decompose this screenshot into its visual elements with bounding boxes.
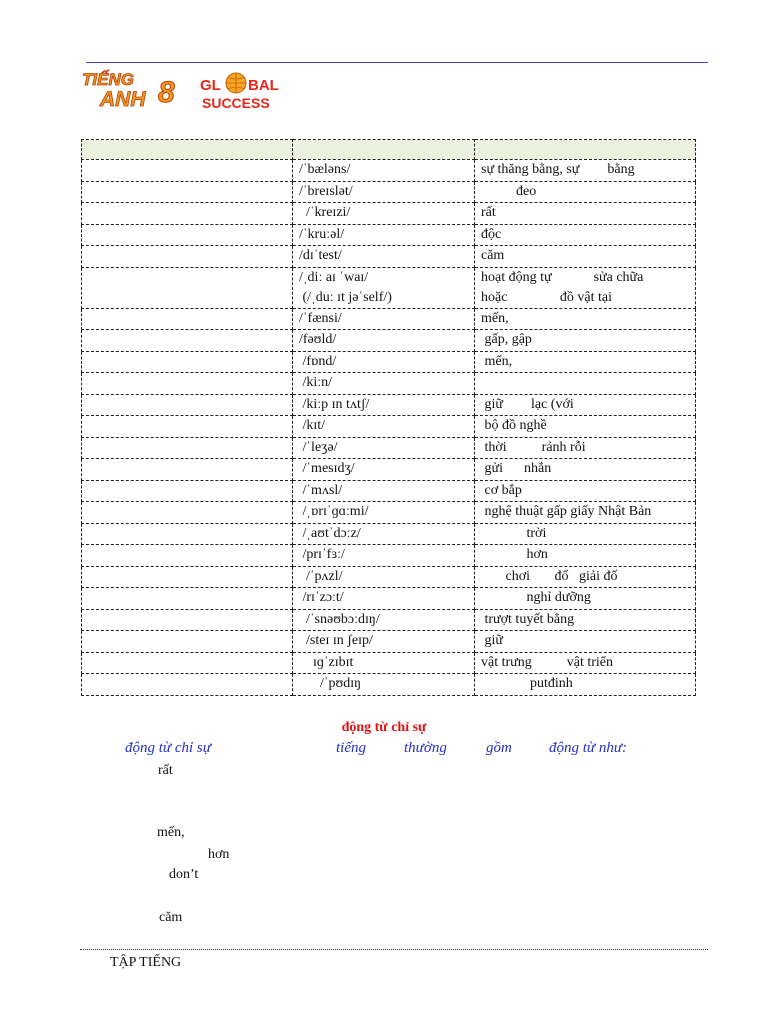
- meaning-cell: [475, 224, 696, 246]
- ipa-cell: [293, 160, 475, 182]
- example-fragment: căm: [159, 910, 183, 925]
- meaning-cell: [475, 437, 696, 459]
- word-cell: [82, 416, 293, 438]
- word-cell: [82, 566, 293, 588]
- grammar-title: động từ chỉ sự: [341, 720, 427, 735]
- meaning-cell-text: gửi nhắn: [481, 461, 552, 476]
- ipa-cell: [293, 394, 475, 416]
- ipa-cell: [293, 652, 475, 674]
- word-cell: [82, 631, 293, 653]
- table-row: [82, 459, 696, 481]
- header-cell: [293, 140, 475, 160]
- ipa-cell: [293, 459, 475, 481]
- ipa-cell-text: /ˈsnəʊbɔːdɪŋ/: [299, 611, 380, 627]
- meaning-cell: [475, 609, 696, 631]
- example-fragment: mến,: [157, 825, 185, 840]
- ipa-cell-text: /fəʊld/: [299, 332, 337, 347]
- ipa-cell-text: /ˈkruːəl/: [299, 226, 345, 242]
- meaning-cell: [475, 480, 696, 502]
- word-cell: [82, 545, 293, 567]
- ipa-cell-text: /ˈmʌsl/: [299, 482, 343, 498]
- word-cell: [82, 523, 293, 545]
- word-cell: [82, 373, 293, 395]
- ipa-cell-text: /ˈbreɪslət/: [299, 183, 353, 199]
- header-cell: [82, 140, 293, 160]
- meaning-cell: [475, 566, 696, 588]
- word-cell: [82, 480, 293, 502]
- meaning-cell: [475, 652, 696, 674]
- word-cell: [82, 246, 293, 268]
- grammar-rule-fragment: tiếng: [336, 740, 366, 756]
- word-cell: [82, 588, 293, 610]
- meaning-cell: [475, 267, 696, 308]
- ipa-cell-text: /ˈpʌzl/: [299, 568, 343, 584]
- ipa-cell: [293, 416, 475, 438]
- meaning-cell-text: rất: [481, 205, 496, 220]
- ipa-cell: [293, 246, 475, 268]
- table-row: [82, 203, 696, 225]
- ipa-cell: [293, 674, 475, 696]
- word-cell: [82, 609, 293, 631]
- word-cell: [82, 224, 293, 246]
- grammar-rule-fragment: động từ như:: [549, 740, 628, 756]
- grammar-rule-fragment: động từ chỉ sự: [125, 740, 211, 756]
- header-cell: [475, 140, 696, 160]
- meaning-cell: [475, 502, 696, 524]
- ipa-cell: [293, 267, 475, 308]
- meaning-cell: [475, 308, 696, 330]
- meaning-cell: [475, 246, 696, 268]
- meaning-cell: [475, 203, 696, 225]
- table-row: [82, 631, 696, 653]
- ipa-cell: [293, 523, 475, 545]
- table-row: [82, 609, 696, 631]
- ipa-cell-text: /prɪˈfɜː/: [299, 547, 345, 562]
- ipa-cell-text: /ˈbæləns/: [299, 162, 351, 177]
- table-row: [82, 545, 696, 567]
- ipa-cell: [293, 224, 475, 246]
- word-cell: [82, 459, 293, 481]
- meaning-cell: [475, 181, 696, 203]
- word-cell: [82, 652, 293, 674]
- ipa-cell: [293, 588, 475, 610]
- meaning-cell-text: căm: [481, 248, 505, 263]
- ipa-cell-text: /ˈkreɪzi/: [299, 205, 351, 220]
- example-fragment: don’t: [169, 867, 199, 882]
- book-logo: [80, 66, 284, 114]
- grammar-rule-fragment: thường: [404, 740, 447, 756]
- example-fragment: rất: [158, 763, 173, 778]
- table-row: [82, 308, 696, 330]
- ipa-cell-text: /ˈleʒə/: [299, 439, 338, 455]
- ipa-cell-text: /ˌaʊtˈdɔːz/: [299, 525, 361, 541]
- ipa-cell-text: ɪɡˈzɪbɪt: [299, 654, 354, 670]
- meaning-cell-text: đeo: [481, 183, 537, 199]
- word-cell: [82, 502, 293, 524]
- meaning-cell-text: độc: [481, 226, 502, 242]
- ipa-cell-text: /rɪˈzɔːt/: [299, 590, 344, 605]
- word-cell: [82, 394, 293, 416]
- meaning-cell-text: nghệ thuật gấp giấy Nhật Bản: [481, 504, 652, 519]
- logo-global-bal: BAL: [248, 77, 279, 94]
- ipa-cell-text: /ˈmesɪdʒ/: [299, 461, 355, 476]
- logo-tieng: TIẾNG: [82, 70, 134, 89]
- table-row: [82, 480, 696, 502]
- table-row: [82, 373, 696, 395]
- table-row: [82, 267, 696, 308]
- word-cell: [82, 181, 293, 203]
- ipa-cell-text: /fɒnd/: [299, 353, 337, 369]
- ipa-cell: [293, 545, 475, 567]
- logo-graphic: [80, 66, 284, 114]
- ipa-cell: [293, 373, 475, 395]
- logo-success: SUCCESS: [202, 95, 270, 111]
- logo-anh: ANH: [100, 88, 146, 111]
- meaning-cell-text: putđinh: [481, 676, 573, 691]
- grammar-rule-fragment: gồm: [486, 740, 512, 756]
- word-cell: [82, 351, 293, 373]
- meaning-cell: [475, 459, 696, 481]
- meaning-cell: [475, 416, 696, 438]
- meaning-cell-text: sự thăng bằng, sự bằng: [481, 162, 635, 177]
- meaning-cell: [475, 330, 696, 352]
- table-row: [82, 523, 696, 545]
- table-row: [82, 394, 696, 416]
- table-row: [82, 416, 696, 438]
- logo-global-gl: GL: [200, 77, 221, 94]
- ipa-cell: [293, 203, 475, 225]
- word-cell: [82, 674, 293, 696]
- meaning-cell-text: giữ: [481, 633, 503, 648]
- ipa-cell-text: /ˌdiː aɪ ˈwaɪ/: [299, 269, 369, 285]
- meaning-cell-text: cơ bắp: [481, 482, 522, 498]
- meaning-cell: [475, 588, 696, 610]
- meaning-cell-text: thời rảnh rỗi: [481, 439, 586, 455]
- ipa-cell-text: (/ˌduː ɪt jəˈself/): [299, 289, 392, 305]
- ipa-cell-text: /ˌɒrɪˈɡɑːmi/: [299, 504, 369, 519]
- table-row: [82, 502, 696, 524]
- meaning-cell-text: trời: [481, 525, 547, 541]
- meaning-cell-text: hoặc đồ vật tại: [481, 289, 613, 305]
- meaning-cell-text: hơn: [481, 547, 548, 562]
- word-cell: [82, 308, 293, 330]
- meaning-cell: [475, 674, 696, 696]
- table-row: [82, 330, 696, 352]
- meaning-cell-text: giữ lạc (với: [481, 396, 574, 412]
- footer-rule: [80, 949, 708, 950]
- table-row: [82, 160, 696, 182]
- meaning-cell-text: nghỉ dưỡng: [481, 590, 591, 605]
- example-fragment: hơn: [208, 847, 230, 862]
- table-row: [82, 246, 696, 268]
- meaning-cell-text: bộ đồ nghề: [481, 418, 547, 433]
- ipa-cell: [293, 631, 475, 653]
- ipa-cell-text: /ˈpʊdɪŋ: [299, 676, 362, 691]
- ipa-cell-text: /kɪt/: [299, 418, 326, 433]
- table-row: [82, 652, 696, 674]
- ipa-cell: [293, 308, 475, 330]
- meaning-cell: [475, 631, 696, 653]
- meaning-cell-text: gấp, gập: [481, 332, 532, 347]
- table-row: [82, 588, 696, 610]
- meaning-cell: [475, 545, 696, 567]
- ipa-cell-text: /ˈfænsi/: [299, 310, 342, 326]
- meaning-cell-text: chơi đố giải đố: [481, 568, 618, 584]
- meaning-cell: [475, 351, 696, 373]
- word-cell: [82, 267, 293, 308]
- table-row: [82, 224, 696, 246]
- meaning-cell-text: mến,: [481, 353, 513, 369]
- table-row: [82, 351, 696, 373]
- meaning-cell: [475, 523, 696, 545]
- logo-grade-number: 8: [158, 76, 175, 109]
- footer-text: TẬP TIẾNG: [110, 955, 182, 970]
- ipa-cell-text: /kiːp ɪn tʌtʃ/: [299, 396, 370, 412]
- ipa-cell-text: /dɪˈtest/: [299, 248, 342, 263]
- word-cell: [82, 203, 293, 225]
- ipa-cell: [293, 330, 475, 352]
- grammar-rule-line: [0, 740, 768, 760]
- meaning-cell-text: hoạt động tự sửa chữa: [481, 269, 644, 285]
- word-cell: [82, 330, 293, 352]
- table-row: [82, 566, 696, 588]
- table-row: [82, 181, 696, 203]
- word-cell: [82, 160, 293, 182]
- meaning-cell: [475, 160, 696, 182]
- meaning-cell-text: mến,: [481, 310, 509, 326]
- ipa-cell: [293, 351, 475, 373]
- meaning-cell: [475, 394, 696, 416]
- ipa-cell: [293, 609, 475, 631]
- ipa-cell: [293, 480, 475, 502]
- meaning-cell-text: trượt tuyết bằng: [481, 611, 575, 627]
- top-rule: [86, 62, 708, 63]
- ipa-cell-text: /kiːn/: [299, 375, 333, 390]
- word-cell: [82, 437, 293, 459]
- ipa-cell: [293, 437, 475, 459]
- table-header-row: [82, 140, 696, 160]
- meaning-cell: [475, 373, 696, 395]
- ipa-cell-text: /steɪ ɪn ʃeɪp/: [299, 633, 373, 648]
- meaning-cell-text: vật trưng vật triển: [481, 654, 614, 670]
- ipa-cell: [293, 502, 475, 524]
- table-row: [82, 437, 696, 459]
- vocabulary-table: [81, 139, 696, 696]
- ipa-cell: [293, 181, 475, 203]
- ipa-cell: [293, 566, 475, 588]
- table-row: [82, 674, 696, 696]
